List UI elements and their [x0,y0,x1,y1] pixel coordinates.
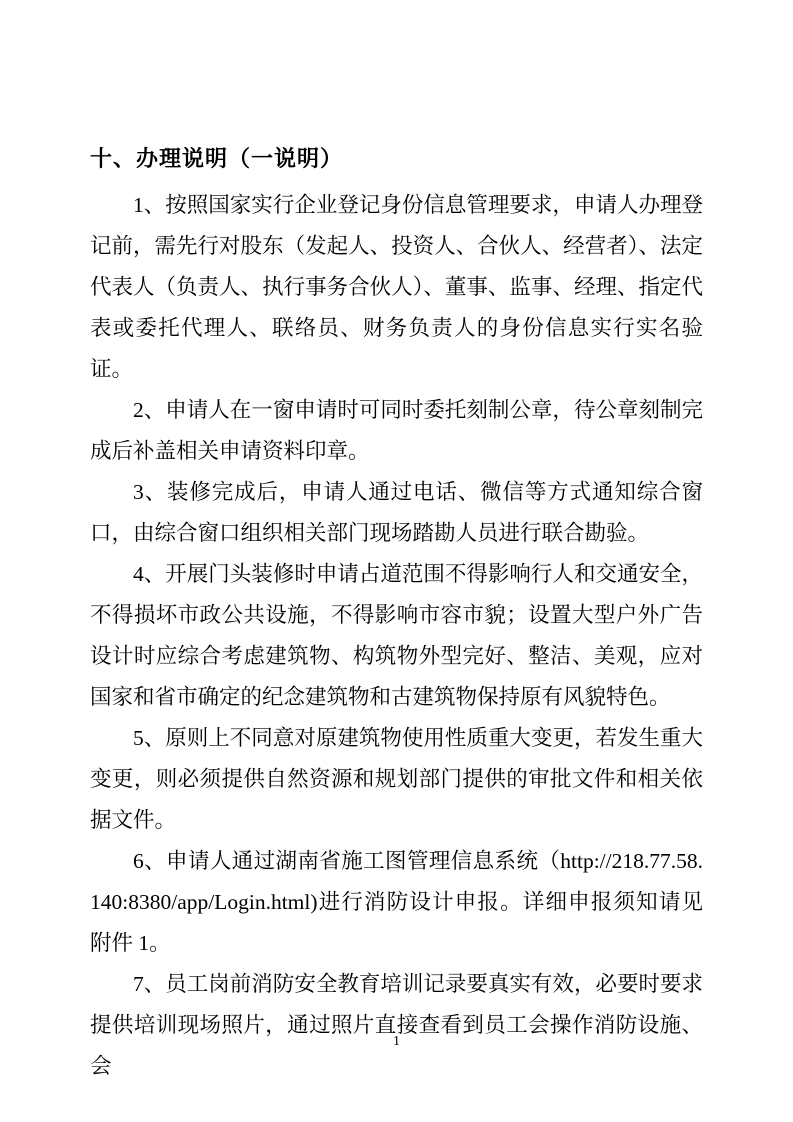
paragraph-1: 1、按照国家实行企业登记身份信息管理要求，申请人办理登记前，需先行对股东（发起人、投资人、合伙人、经营者）、法定代表人（负责人、执行事务合伙人）、董事、监事、经理、指定代表或委托代理人、联络员、财务负责人的身份信息实行实名验证。 [90,193,703,381]
paragraph-4: 4、开展门头装修时申请占道范围不得影响行人和交通安全，不得损坏市政公共设施，不得影响市容市貌；设置大型户外广告设计时应综合考虑建筑物、构筑物外型完好、整洁、美观，应对国家和省市确定的纪念建筑物和古建筑物保持原有风貌特色。 [90,562,703,709]
paragraph-5: 5、原则上不同意对原建筑物使用性质重大变更，若发生重大变更，则必须提供自然资源和规划部门提供的审批文件和相关依据文件。 [90,726,703,832]
section-heading: 十、办理说明（一说明） [90,146,344,171]
page-number: 1 [393,1034,400,1049]
paragraph-7: 7、员工岗前消防安全教育培训记录要真实有效，必要时要求提供培训现场照片，通过照片直接查看到员工会操作消防设施、会 [90,972,703,1078]
paragraph-3: 3、装修完成后，申请人通过电话、微信等方式通知综合窗口，由综合窗口组织相关部门现场踏勘人员进行联合勘验。 [90,480,703,545]
document-body [90,185,703,1087]
paragraph-6: 6、申请人通过湖南省施工图管理信息系统（http://218.77.58.140:8380/app/Login.html)进行消防设计申报。详细申报须知请见附件 1。 [90,849,703,955]
paragraph-2: 2、申请人在一窗申请时可同时委托刻制公章，待公章刻制完成后补盖相关申请资料印章。 [90,398,703,463]
